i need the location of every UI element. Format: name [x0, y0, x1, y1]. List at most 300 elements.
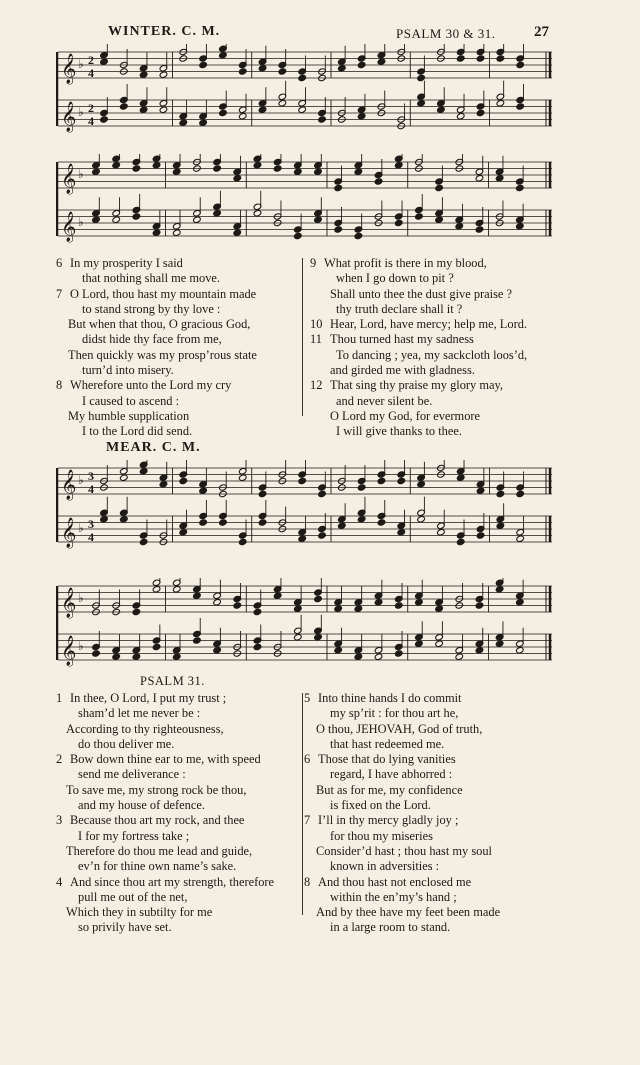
- note-head-icon: [253, 210, 262, 217]
- note-head-icon: [294, 232, 303, 239]
- verse-line: [56, 348, 257, 363]
- verse-line: [304, 722, 500, 737]
- verse-line: [56, 378, 257, 393]
- verse-line: [56, 332, 257, 347]
- verse-line: [310, 348, 527, 363]
- music-system-winter-2: [56, 154, 554, 254]
- verse-line: [310, 256, 527, 271]
- note-head-icon: [475, 647, 484, 654]
- note-head-icon: [435, 184, 444, 191]
- note-head-icon: [179, 477, 188, 484]
- verse-line: [304, 798, 500, 813]
- verse-line: [310, 332, 527, 347]
- note-head-icon: [476, 109, 485, 116]
- verse-text: But as for me, my confidence: [316, 782, 463, 797]
- note-head-icon: [179, 119, 188, 126]
- verse-text: I for my fortress take ;: [78, 828, 190, 843]
- note-head-icon: [475, 602, 484, 609]
- verse-text: known in adversities :: [330, 859, 440, 874]
- note-head-icon: [298, 477, 307, 484]
- verse-line: [304, 767, 500, 782]
- note-head-icon: [139, 71, 148, 78]
- note-head-icon: [273, 165, 282, 172]
- verse-line: [304, 813, 500, 828]
- note-head-icon: [213, 210, 222, 217]
- verse-text: Because thou art my rock, and thee: [70, 813, 245, 828]
- note-head-icon: [374, 178, 383, 185]
- verse-text: And by thee have my feet been made: [316, 905, 501, 920]
- note-head-icon: [238, 113, 247, 120]
- verse-text: I’ll in thy mercy gladly joy ;: [318, 813, 459, 828]
- verse-number: 11: [310, 332, 322, 347]
- note-head-icon: [253, 608, 262, 615]
- note-head-icon: [120, 474, 129, 481]
- note-head-icon: [132, 608, 141, 615]
- verse-line: [56, 302, 257, 317]
- verse-line: [310, 317, 527, 332]
- psalm31-heading: PSALM 31.: [140, 674, 205, 688]
- note-head-icon: [100, 116, 109, 123]
- verse-number: 8: [56, 378, 63, 393]
- verse-number: 7: [56, 286, 63, 301]
- note-head-icon: [172, 653, 181, 660]
- verse-line: [56, 783, 274, 798]
- verse-text: But when that thou, O gracious God,: [68, 317, 251, 332]
- verse-text: within the en’my’s hand ;: [330, 889, 457, 904]
- verse-text: Hear, Lord, have mercy; help me, Lord.: [330, 317, 527, 332]
- note-head-icon: [456, 474, 465, 481]
- verse-text: Which they in subtilty for me: [66, 905, 213, 920]
- note-head-icon: [377, 519, 386, 526]
- verse-line: [56, 752, 274, 767]
- staff-svg: [56, 460, 554, 560]
- note-head-icon: [334, 605, 343, 612]
- note-head-icon: [475, 175, 484, 182]
- note-head-icon: [193, 592, 202, 599]
- music-system-winter-1: [56, 44, 554, 144]
- note-head-icon: [516, 647, 525, 654]
- note-head-icon: [238, 538, 247, 545]
- note-head-icon: [357, 516, 366, 523]
- verse-text: didst hide thy face from me,: [82, 332, 222, 347]
- note-head-icon: [159, 481, 168, 488]
- note-head-icon: [456, 538, 465, 545]
- verse-text: that nothing shall me move.: [82, 271, 220, 286]
- note-head-icon: [354, 232, 363, 239]
- verse-line: [310, 409, 527, 424]
- verse-text: Thou turned hast my sadness: [330, 332, 474, 347]
- note-head-icon: [417, 74, 426, 81]
- page-header: [0, 26, 640, 46]
- verse-line: [56, 920, 274, 935]
- note-head-icon: [219, 52, 228, 59]
- note-head-icon: [354, 653, 363, 660]
- verse-line: [56, 409, 257, 424]
- note-head-icon: [338, 65, 347, 72]
- note-head-icon: [354, 605, 363, 612]
- note-head-icon: [377, 477, 386, 484]
- treble-clef-icon: 𝄞: [61, 470, 77, 500]
- staff-svg: [56, 578, 554, 678]
- verse-line: [304, 905, 500, 920]
- note-head-icon: [172, 229, 181, 236]
- note-head-icon: [120, 516, 129, 523]
- note-head-icon: [314, 216, 323, 223]
- time-signature-icon: 3: [88, 517, 94, 531]
- verse-text: and my house of defence.: [78, 798, 205, 813]
- note-head-icon: [199, 119, 208, 126]
- note-head-icon: [213, 165, 222, 172]
- staff-clef-icon: 𝄞: [61, 212, 77, 242]
- note-head-icon: [258, 490, 267, 497]
- note-head-icon: [193, 216, 202, 223]
- treble-clef-icon: 𝄞: [61, 54, 77, 84]
- verse-text: Into thine hands I do commit: [318, 691, 462, 705]
- verse-line: [304, 829, 500, 844]
- treble-clef-icon: 𝄞: [61, 164, 77, 194]
- note-head-icon: [219, 109, 228, 116]
- note-head-icon: [278, 68, 287, 75]
- note-head-icon: [92, 216, 101, 223]
- verse-line: [310, 302, 527, 317]
- note-head-icon: [112, 162, 121, 169]
- note-head-icon: [219, 519, 228, 526]
- music-system-mear-1: [56, 460, 554, 560]
- note-head-icon: [314, 595, 323, 602]
- time-signature-icon: 4: [88, 114, 94, 128]
- note-head-icon: [334, 184, 343, 191]
- verse-number: 5: [304, 691, 311, 705]
- note-head-icon: [253, 162, 262, 169]
- note-head-icon: [476, 487, 485, 494]
- note-head-icon: [495, 586, 504, 593]
- note-head-icon: [377, 58, 386, 65]
- verse-text: sham’d let me never be :: [78, 706, 201, 721]
- psalm30-verses-right: [310, 256, 527, 440]
- tune-title-winter: WINTER. C. M.: [108, 24, 221, 39]
- verse-line: [56, 829, 274, 844]
- verse-text: pull me out of the net,: [78, 889, 188, 904]
- note-head-icon: [139, 106, 148, 113]
- note-head-icon: [152, 643, 161, 650]
- verse-line: [304, 875, 500, 890]
- note-head-icon: [238, 68, 247, 75]
- key-flat-icon: ♭: [78, 473, 84, 487]
- note-head-icon: [92, 650, 101, 657]
- note-head-icon: [435, 216, 444, 223]
- staff-svg: [56, 154, 554, 254]
- note-head-icon: [456, 113, 465, 120]
- verse-text: O Lord my God, for evermore: [330, 408, 481, 423]
- key-flat-icon: ♭: [78, 105, 84, 119]
- verse-number: 6: [56, 256, 63, 270]
- verse-line: [56, 798, 274, 813]
- note-head-icon: [152, 229, 161, 236]
- verse-line: [304, 706, 500, 721]
- verse-text: To dancing ; yea, my sackcloth loos’d,: [336, 347, 528, 362]
- verse-number: 4: [56, 874, 63, 889]
- verse-text: that hast redeemed me.: [330, 736, 445, 751]
- treble-clef-icon: 𝄞: [61, 588, 77, 618]
- column-divider: [302, 258, 303, 416]
- note-head-icon: [199, 61, 208, 68]
- verse-line: [56, 844, 274, 859]
- verse-line: [56, 890, 274, 905]
- note-head-icon: [437, 106, 446, 113]
- verse-text: my sp’rit : for thou art he,: [330, 706, 459, 721]
- verse-line: [310, 378, 527, 393]
- note-head-icon: [132, 653, 141, 660]
- verse-text: regard, I have abhorred :: [330, 767, 453, 782]
- note-head-icon: [233, 602, 242, 609]
- verse-text: and never silent be.: [336, 393, 433, 408]
- verse-line: [56, 256, 257, 271]
- verse-number: 8: [304, 874, 311, 889]
- note-head-icon: [318, 532, 327, 539]
- verse-line: [304, 920, 500, 935]
- verse-line: [56, 287, 257, 302]
- verse-text: I to the Lord did send.: [82, 424, 193, 439]
- note-head-icon: [415, 640, 424, 647]
- note-head-icon: [152, 586, 161, 593]
- verse-text: To save me, my strong rock be thou,: [66, 782, 247, 797]
- note-head-icon: [394, 602, 403, 609]
- verse-text: for thou my miseries: [330, 828, 433, 843]
- verse-line: [310, 287, 527, 302]
- note-head-icon: [179, 529, 188, 536]
- verse-text: Those that do lying vanities: [318, 752, 456, 767]
- time-signature-icon: 4: [88, 482, 94, 496]
- note-head-icon: [516, 223, 525, 230]
- note-head-icon: [92, 168, 101, 175]
- verse-line: [304, 859, 500, 874]
- note-head-icon: [415, 599, 424, 606]
- note-head-icon: [258, 106, 267, 113]
- note-head-icon: [394, 650, 403, 657]
- verse-number: 10: [310, 317, 323, 332]
- note-head-icon: [495, 640, 504, 647]
- staff-svg: [56, 44, 554, 144]
- note-head-icon: [397, 529, 406, 536]
- verse-number: 7: [304, 813, 311, 828]
- note-head-icon: [100, 58, 109, 65]
- note-head-icon: [172, 168, 181, 175]
- running-head: PSALM 30 & 31.: [396, 26, 496, 41]
- verse-text: What profit is there in my blood,: [324, 256, 487, 270]
- verse-text: send me deliverance :: [78, 767, 186, 782]
- note-head-icon: [516, 103, 525, 110]
- note-head-icon: [334, 226, 343, 233]
- note-head-icon: [435, 605, 444, 612]
- note-head-icon: [100, 516, 109, 523]
- note-head-icon: [139, 468, 148, 475]
- music-system-mear-2: [56, 578, 554, 678]
- note-head-icon: [112, 653, 121, 660]
- verse-text: According to thy righteousness,: [66, 721, 224, 736]
- verse-text: and girded me with gladness.: [330, 363, 475, 378]
- note-head-icon: [318, 116, 327, 123]
- psalm30-verses-left: [56, 256, 257, 440]
- note-head-icon: [294, 634, 303, 641]
- note-head-icon: [258, 519, 267, 526]
- verse-line: [56, 722, 274, 737]
- note-head-icon: [495, 175, 504, 182]
- key-flat-icon: ♭: [78, 521, 84, 535]
- key-flat-icon: ♭: [78, 639, 84, 653]
- note-head-icon: [496, 490, 505, 497]
- note-head-icon: [374, 599, 383, 606]
- verse-line: [56, 859, 274, 874]
- verse-text: I caused to ascend :: [82, 393, 180, 408]
- verse-line: [310, 363, 527, 378]
- verse-number: 12: [310, 378, 323, 393]
- note-head-icon: [357, 484, 366, 491]
- note-head-icon: [394, 219, 403, 226]
- verse-text: O thou, JEHOVAH, God of truth,: [316, 721, 483, 736]
- note-head-icon: [456, 55, 465, 62]
- time-signature-icon: 4: [88, 530, 94, 544]
- note-head-icon: [516, 599, 525, 606]
- verse-line: [310, 394, 527, 409]
- note-head-icon: [415, 213, 424, 220]
- note-head-icon: [152, 162, 161, 169]
- verse-text: so privily have set.: [78, 920, 172, 935]
- verse-line: [56, 317, 257, 332]
- staff-clef-icon: 𝄞: [61, 636, 77, 666]
- key-flat-icon: ♭: [78, 591, 84, 605]
- key-flat-icon: ♭: [78, 215, 84, 229]
- note-head-icon: [417, 481, 426, 488]
- note-head-icon: [417, 516, 426, 523]
- verse-line: [56, 424, 257, 439]
- note-head-icon: [516, 535, 525, 542]
- verse-text: thy truth declare shall it ?: [336, 301, 463, 316]
- verse-text: In my prosperity I said: [70, 256, 183, 270]
- tune-title-mear: MEAR. C. M.: [106, 440, 201, 455]
- verse-line: [304, 752, 500, 767]
- note-head-icon: [496, 55, 505, 62]
- verse-line: [56, 271, 257, 286]
- note-head-icon: [516, 490, 525, 497]
- verse-text: That sing thy praise my glory may,: [330, 378, 503, 393]
- note-head-icon: [132, 213, 141, 220]
- note-head-icon: [159, 71, 168, 78]
- verse-line: [304, 844, 500, 859]
- note-head-icon: [298, 74, 307, 81]
- note-head-icon: [199, 519, 208, 526]
- verse-line: [310, 424, 527, 439]
- note-head-icon: [213, 647, 222, 654]
- verse-text: Wherefore unto the Lord my cry: [70, 378, 232, 393]
- note-head-icon: [374, 653, 383, 660]
- note-head-icon: [172, 586, 181, 593]
- verse-text: do thou deliver me.: [78, 736, 175, 751]
- note-head-icon: [496, 522, 505, 529]
- verse-line: [56, 737, 274, 752]
- note-head-icon: [516, 184, 525, 191]
- note-head-icon: [273, 592, 282, 599]
- verse-text: ev’n for thine own name’s sake.: [78, 859, 237, 874]
- staff-clef-icon: 𝄞: [61, 102, 77, 132]
- note-head-icon: [294, 168, 303, 175]
- note-head-icon: [476, 532, 485, 539]
- verse-line: [304, 737, 500, 752]
- verse-line: [56, 767, 274, 782]
- verse-text: when I go down to pit ?: [336, 271, 454, 286]
- verse-number: 9: [310, 256, 317, 270]
- verse-line: [56, 813, 274, 828]
- note-head-icon: [397, 477, 406, 484]
- note-head-icon: [338, 522, 347, 529]
- note-head-icon: [357, 113, 366, 120]
- note-head-icon: [334, 647, 343, 654]
- verse-text: Shall unto thee the dust give praise ?: [330, 286, 513, 301]
- note-head-icon: [314, 168, 323, 175]
- verse-text: And thou hast not enclosed me: [318, 874, 472, 889]
- note-head-icon: [139, 538, 148, 545]
- verse-text: And since thou art my strength, therefore: [70, 874, 275, 889]
- note-head-icon: [132, 165, 141, 172]
- note-head-icon: [475, 226, 484, 233]
- note-head-icon: [437, 529, 446, 536]
- verse-text: I will give thanks to thee.: [336, 424, 462, 439]
- psalm31-verses-right: [304, 691, 500, 936]
- note-head-icon: [417, 100, 426, 107]
- verse-number: 2: [56, 752, 63, 767]
- verse-line: [56, 363, 257, 378]
- note-head-icon: [193, 637, 202, 644]
- note-head-icon: [314, 634, 323, 641]
- verse-line: [56, 394, 257, 409]
- note-head-icon: [435, 640, 444, 647]
- verse-line: [56, 706, 274, 721]
- psalm31-verses-left: [56, 691, 274, 936]
- note-head-icon: [455, 653, 464, 660]
- note-head-icon: [233, 175, 242, 182]
- verse-line: [304, 783, 500, 798]
- time-signature-icon: 4: [88, 66, 94, 80]
- note-head-icon: [233, 229, 242, 236]
- note-head-icon: [354, 168, 363, 175]
- note-head-icon: [112, 216, 121, 223]
- verse-text: turn’d into misery.: [82, 363, 174, 378]
- verse-text: In thee, O Lord, I put my trust ;: [70, 691, 227, 705]
- key-flat-icon: ♭: [78, 57, 84, 71]
- verse-text: in a large room to stand.: [330, 920, 451, 935]
- note-head-icon: [394, 162, 403, 169]
- verse-line: [56, 875, 274, 890]
- column-divider: [302, 693, 303, 915]
- verse-line: [304, 890, 500, 905]
- note-head-icon: [496, 100, 505, 107]
- note-head-icon: [455, 223, 464, 230]
- note-head-icon: [298, 106, 307, 113]
- verse-text: is fixed on the Lord.: [330, 798, 431, 813]
- key-flat-icon: ♭: [78, 167, 84, 181]
- note-head-icon: [294, 605, 303, 612]
- time-signature-icon: 2: [88, 101, 94, 115]
- note-head-icon: [253, 643, 262, 650]
- page-number: 27: [534, 24, 549, 40]
- verse-number: 3: [56, 813, 63, 828]
- verse-line: [310, 271, 527, 286]
- note-head-icon: [476, 55, 485, 62]
- verse-text: Then quickly was my prosp’rous state: [68, 347, 257, 362]
- note-head-icon: [120, 103, 129, 110]
- verse-text: Consider’d hast ; thou hast my soul: [316, 843, 492, 858]
- staff-clef-icon: 𝄞: [61, 518, 77, 548]
- time-signature-icon: 2: [88, 53, 94, 67]
